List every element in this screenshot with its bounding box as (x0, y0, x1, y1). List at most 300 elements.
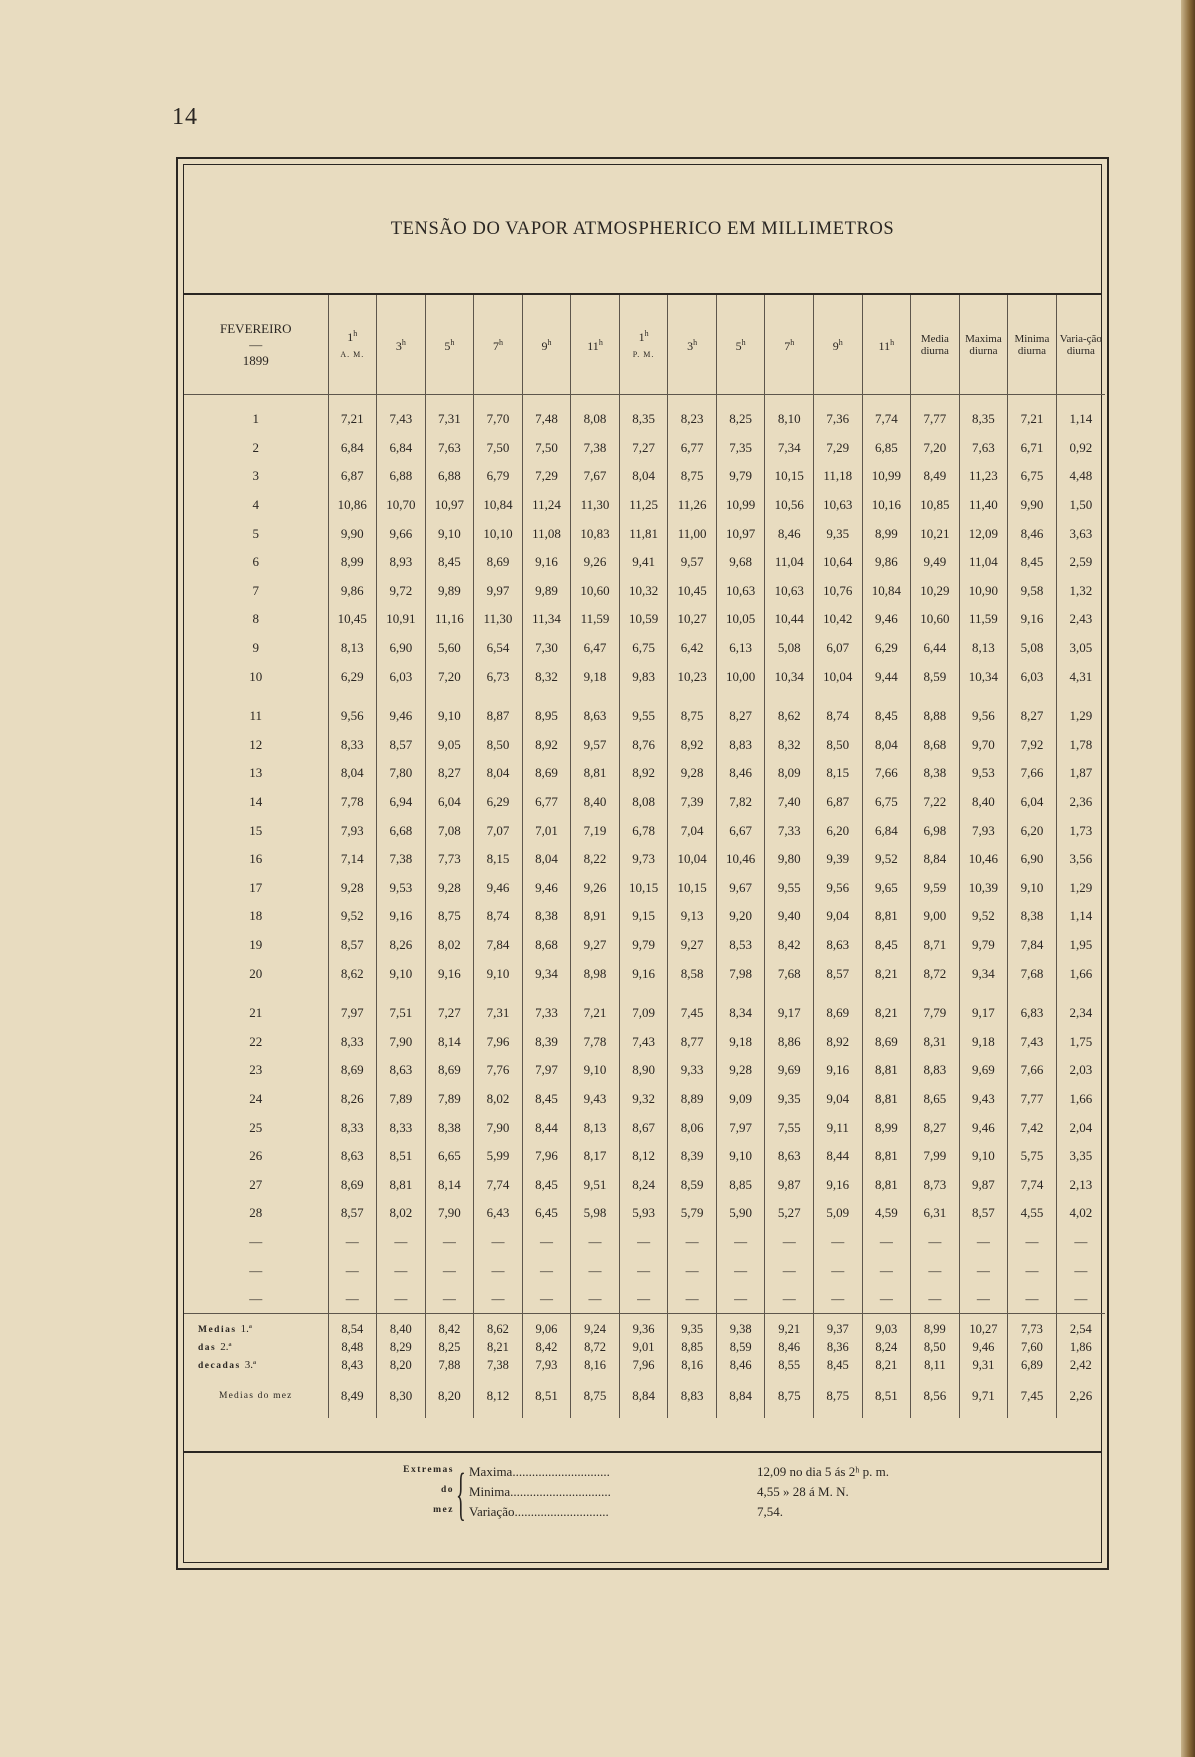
table-row (184, 816, 1105, 845)
decada-value: 8,24 (862, 1338, 911, 1356)
value-cell: 1,95 (1056, 931, 1105, 960)
medias-label-word: das (198, 1343, 217, 1354)
value-cell: 7,38 (571, 434, 620, 463)
medias-mez-label: Medias do mez (218, 1391, 293, 1402)
hour-header (668, 295, 717, 395)
value-cell: 2,36 (1056, 788, 1105, 817)
value-cell: 9,55 (765, 874, 814, 903)
value-cell: 10,42 (814, 605, 863, 634)
value-cell: 12,09 (959, 519, 1008, 548)
value-cell: 10,34 (765, 662, 814, 691)
value-cell: 8,99 (328, 548, 377, 577)
decada-value: 8,46 (716, 1356, 765, 1374)
value-cell: 6,65 (425, 1142, 474, 1171)
dash-cell: — (959, 1228, 1008, 1257)
table-row (184, 759, 1105, 788)
hour-number: 5 (444, 339, 451, 353)
day-cell: 8 (252, 611, 260, 627)
value-cell: 8,24 (619, 1170, 668, 1199)
value-cell: 10,63 (814, 491, 863, 520)
value-cell: 10,97 (716, 519, 765, 548)
value-cell: 9,44 (862, 662, 911, 691)
day-cell: 20 (249, 965, 263, 981)
value-cell: 9,70 (959, 731, 1008, 760)
value-cell: 9,20 (716, 902, 765, 931)
value-cell: 3,63 (1056, 519, 1105, 548)
value-cell: 9,26 (571, 548, 620, 577)
decada-number: 1.ª (240, 1323, 252, 1336)
value-cell: 8,26 (377, 931, 426, 960)
value-cell: 7,40 (765, 788, 814, 817)
value-cell: 7,84 (474, 931, 523, 960)
value-cell: 7,48 (522, 405, 571, 434)
variacao-header: Varia-ção diurna (1056, 295, 1105, 395)
value-cell: 8,81 (862, 1085, 911, 1114)
spacer-cell (1056, 988, 1105, 999)
value-cell: 8,38 (425, 1113, 474, 1142)
value-cell: 9,69 (765, 1056, 814, 1085)
hour-number: 7 (492, 339, 499, 353)
table-row (184, 874, 1105, 903)
value-cell: 11,24 (522, 491, 571, 520)
day-cell: 1 (252, 411, 260, 427)
dash-cell: — (765, 1228, 814, 1257)
hour-number: 9 (541, 339, 548, 353)
value-cell: 10,91 (377, 605, 426, 634)
value-cell: 7,07 (474, 816, 523, 845)
day-cell: 15 (249, 822, 263, 838)
value-cell: 6,85 (862, 434, 911, 463)
value-cell: 7,39 (668, 788, 717, 817)
day-cell: 4 (252, 497, 260, 513)
spacer-row (184, 691, 1105, 702)
value-cell: 11,26 (668, 491, 717, 520)
value-cell: 8,75 (668, 462, 717, 491)
value-cell: 4,48 (1056, 462, 1105, 491)
value-cell: 8,86 (765, 1027, 814, 1056)
value-cell: 11,40 (959, 491, 1008, 520)
dash-cell: — (814, 1285, 863, 1314)
decada-label (184, 1338, 328, 1356)
value-cell: 8,35 (959, 405, 1008, 434)
value-cell: 10,84 (474, 491, 523, 520)
value-cell: 9,56 (959, 702, 1008, 731)
value-cell: 1,32 (1056, 577, 1105, 606)
value-cell: 10,16 (862, 491, 911, 520)
decada-value: 8,59 (716, 1338, 765, 1356)
hour-suffix: h (401, 338, 406, 347)
value-cell: 8,57 (814, 959, 863, 988)
value-cell: 9,90 (1008, 491, 1057, 520)
spacer-cell (1008, 395, 1057, 406)
table-row (184, 605, 1105, 634)
value-cell: 10,44 (765, 605, 814, 634)
value-cell: 6,88 (377, 462, 426, 491)
table-row (184, 548, 1105, 577)
value-cell: 10,99 (862, 462, 911, 491)
value-cell: 9,16 (377, 902, 426, 931)
day-cell: 9 (252, 640, 260, 656)
hour-suffix: h (644, 329, 649, 338)
value-cell: 9,10 (425, 702, 474, 731)
table-row (184, 845, 1105, 874)
value-cell: 10,29 (911, 577, 960, 606)
value-cell: 7,76 (474, 1056, 523, 1085)
spacer-cell (328, 988, 377, 999)
dash-cell: — (425, 1228, 474, 1257)
value-cell: 8,67 (619, 1113, 668, 1142)
value-cell: 9,46 (959, 1113, 1008, 1142)
value-cell: 9,11 (814, 1113, 863, 1142)
decada-value: 8,85 (668, 1338, 717, 1356)
value-cell: 7,31 (474, 999, 523, 1028)
value-cell: 9,72 (377, 577, 426, 606)
value-cell: 7,20 (425, 662, 474, 691)
value-cell: 7,66 (1008, 1056, 1057, 1085)
spacer-cell (328, 691, 377, 702)
value-cell: 10,05 (716, 605, 765, 634)
value-cell: 2,34 (1056, 999, 1105, 1028)
spacer-cell (716, 988, 765, 999)
hour-suffix: h (838, 338, 843, 347)
value-cell: 9,26 (571, 874, 620, 903)
value-cell: 10,04 (814, 662, 863, 691)
dash-cell: — (522, 1256, 571, 1285)
value-cell: 7,70 (474, 405, 523, 434)
value-cell: 9,80 (765, 845, 814, 874)
value-cell: 9,18 (571, 662, 620, 691)
value-cell: 8,57 (377, 731, 426, 760)
value-cell: 7,77 (1008, 1085, 1057, 1114)
value-cell: 9,27 (668, 931, 717, 960)
spacer-cell (911, 988, 960, 999)
medias-mez-value: 8,84 (716, 1374, 765, 1418)
value-cell: 8,21 (862, 959, 911, 988)
value-cell: 8,02 (425, 931, 474, 960)
value-cell: 8,44 (522, 1113, 571, 1142)
value-cell: 8,84 (911, 845, 960, 874)
spacer-cell (184, 395, 328, 406)
decada-label (184, 1314, 328, 1339)
value-cell: 8,35 (619, 405, 668, 434)
value-cell: 9,58 (1008, 577, 1057, 606)
dash-cell: — (668, 1256, 717, 1285)
value-cell: 9,59 (911, 874, 960, 903)
value-cell: 11,81 (619, 519, 668, 548)
value-cell: 11,18 (814, 462, 863, 491)
value-cell: 9,28 (328, 874, 377, 903)
value-cell: 11,30 (474, 605, 523, 634)
value-cell: 6,68 (377, 816, 426, 845)
dash-cell: — (1056, 1285, 1105, 1314)
value-cell: 9,68 (716, 548, 765, 577)
year-label: 1899 (242, 352, 269, 368)
value-cell: 8,04 (522, 845, 571, 874)
value-cell: 8,08 (619, 788, 668, 817)
decada-value: 7,60 (1008, 1338, 1057, 1356)
value-cell: 8,49 (911, 462, 960, 491)
value-cell: 8,63 (328, 1142, 377, 1171)
medias-mez-value: 8,84 (619, 1374, 668, 1418)
value-cell: 9,16 (425, 959, 474, 988)
value-cell: 11,04 (765, 548, 814, 577)
table-row (184, 902, 1105, 931)
spacer-cell (814, 988, 863, 999)
value-cell: 7,82 (716, 788, 765, 817)
value-cell: 8,33 (328, 1113, 377, 1142)
value-cell: 8,58 (668, 959, 717, 988)
dash-cell: — (474, 1285, 523, 1314)
value-cell: 8,45 (862, 702, 911, 731)
value-cell: 6,90 (1008, 845, 1057, 874)
medias-mez-value: 2,26 (1056, 1374, 1105, 1418)
value-cell: 8,15 (474, 845, 523, 874)
value-cell: 9,67 (716, 874, 765, 903)
value-cell: 8,81 (862, 902, 911, 931)
value-cell: 8,31 (911, 1027, 960, 1056)
value-cell: 9,33 (668, 1056, 717, 1085)
decada-value: 8,16 (668, 1356, 717, 1374)
value-cell: 10,86 (328, 491, 377, 520)
value-cell: 10,45 (668, 577, 717, 606)
medias-mez-value: 8,56 (911, 1374, 960, 1418)
value-cell: 6,75 (1008, 462, 1057, 491)
day-cell: 18 (249, 908, 263, 924)
value-cell: 7,20 (911, 434, 960, 463)
decada-value: 7,93 (522, 1356, 571, 1374)
value-cell: 6,90 (377, 634, 426, 663)
hour-suffix: h (498, 338, 503, 347)
value-cell: 7,51 (377, 999, 426, 1028)
decada-value: 8,50 (911, 1338, 960, 1356)
value-cell: 8,04 (474, 759, 523, 788)
value-cell: 7,98 (716, 959, 765, 988)
value-cell: 9,28 (425, 874, 474, 903)
value-cell: 10,60 (571, 577, 620, 606)
value-cell: 8,81 (571, 759, 620, 788)
medias-mez-value: 8,30 (377, 1374, 426, 1418)
value-cell: 8,21 (862, 999, 911, 1028)
value-cell: 5,99 (474, 1142, 523, 1171)
value-cell: 7,21 (328, 405, 377, 434)
value-cell: 8,62 (328, 959, 377, 988)
value-cell: 5,08 (1008, 634, 1057, 663)
value-cell: 8,27 (1008, 702, 1057, 731)
value-cell: 8,74 (814, 702, 863, 731)
value-cell: 6,79 (474, 462, 523, 491)
value-cell: 6,78 (619, 816, 668, 845)
value-cell: 1,14 (1056, 902, 1105, 931)
value-cell: 8,04 (862, 731, 911, 760)
decada-value: 8,43 (328, 1356, 377, 1374)
value-cell: 7,97 (716, 1113, 765, 1142)
value-cell: 6,20 (1008, 816, 1057, 845)
hour-header (522, 295, 571, 395)
hour-number: 11 (587, 339, 599, 353)
dash-cell: — (862, 1228, 911, 1257)
spacer-cell (522, 988, 571, 999)
value-cell: 8,77 (668, 1027, 717, 1056)
spacer-cell (184, 691, 328, 702)
day-cell: 21 (249, 1005, 263, 1021)
dash-cell: — (765, 1256, 814, 1285)
extremas-label-3: mez (433, 1505, 454, 1515)
value-cell: 8,38 (522, 902, 571, 931)
hour-number: 1 (347, 330, 354, 344)
value-cell: 9,49 (911, 548, 960, 577)
value-cell: 8,10 (765, 405, 814, 434)
value-cell: 8,57 (959, 1199, 1008, 1228)
decada-value: 8,42 (425, 1314, 474, 1339)
table-row (184, 662, 1105, 691)
day-cell: 23 (249, 1062, 263, 1078)
value-cell: 8,17 (571, 1142, 620, 1171)
value-cell: 7,99 (911, 1142, 960, 1171)
day-cell: 14 (249, 794, 263, 810)
value-cell: 8,33 (328, 1027, 377, 1056)
value-cell: 7,66 (862, 759, 911, 788)
value-cell: 8,45 (1008, 548, 1057, 577)
dash-cell: — (522, 1228, 571, 1257)
value-cell: 9,39 (814, 845, 863, 874)
extremas-maxima-value: 12,09 no dia 5 ás 2ʰ p. m. (757, 1464, 889, 1479)
value-cell: 10,90 (959, 577, 1008, 606)
value-cell: 7,01 (522, 816, 571, 845)
decada-value: 9,37 (814, 1314, 863, 1339)
day-cell: 2 (252, 439, 260, 455)
decada-value: 8,54 (328, 1314, 377, 1339)
value-cell: 7,34 (765, 434, 814, 463)
hour-number: 3 (395, 339, 402, 353)
value-cell: 2,59 (1056, 548, 1105, 577)
value-cell: 8,95 (522, 702, 571, 731)
decada-row (184, 1356, 1105, 1374)
value-cell: 8,83 (911, 1056, 960, 1085)
value-cell: 7,21 (1008, 405, 1057, 434)
decada-value: 9,03 (862, 1314, 911, 1339)
value-cell: 9,34 (959, 959, 1008, 988)
value-cell: 9,17 (765, 999, 814, 1028)
value-cell: 8,65 (911, 1085, 960, 1114)
value-cell: 7,93 (328, 816, 377, 845)
value-cell: 8,13 (571, 1113, 620, 1142)
bottom-rule (184, 1451, 1101, 1453)
value-cell: 9,28 (716, 1056, 765, 1085)
medias-mez-value: 8,75 (765, 1374, 814, 1418)
value-cell: 6,83 (1008, 999, 1057, 1028)
value-cell: 8,69 (862, 1027, 911, 1056)
value-cell: 6,88 (425, 462, 474, 491)
value-cell: 10,00 (716, 662, 765, 691)
value-cell: 1,29 (1056, 702, 1105, 731)
spacer-cell (522, 395, 571, 406)
value-cell: 6,77 (668, 434, 717, 463)
dash-cell: — (1008, 1256, 1057, 1285)
decada-value: 8,21 (862, 1356, 911, 1374)
spacer-cell (474, 988, 523, 999)
decada-value: 7,73 (1008, 1314, 1057, 1339)
value-cell: 1,75 (1056, 1027, 1105, 1056)
spacer-cell (522, 691, 571, 702)
dash-cell: — (862, 1256, 911, 1285)
value-cell: 7,63 (425, 434, 474, 463)
value-cell: 1,66 (1056, 959, 1105, 988)
value-cell: 5,75 (1008, 1142, 1057, 1171)
spacer-cell (571, 395, 620, 406)
hour-header (571, 295, 620, 395)
value-cell: 9,97 (474, 577, 523, 606)
value-cell: 7,33 (522, 999, 571, 1028)
decada-value: 7,38 (474, 1356, 523, 1374)
value-cell: 7,78 (328, 788, 377, 817)
value-cell: 5,27 (765, 1199, 814, 1228)
dash-cell: — (425, 1256, 474, 1285)
value-cell: 8,45 (425, 548, 474, 577)
value-cell: 10,97 (425, 491, 474, 520)
value-cell: 8,83 (716, 731, 765, 760)
value-cell: 9,16 (522, 548, 571, 577)
value-cell: 8,85 (716, 1170, 765, 1199)
value-cell: 9,57 (571, 731, 620, 760)
spacer-cell (959, 988, 1008, 999)
decada-value: 9,21 (765, 1314, 814, 1339)
spacer-cell (1056, 395, 1105, 406)
value-cell: 7,89 (377, 1085, 426, 1114)
day-cell: 19 (249, 936, 263, 952)
value-cell: 8,81 (862, 1142, 911, 1171)
dash-cell: — (377, 1285, 426, 1314)
value-cell: 9,35 (765, 1085, 814, 1114)
value-cell: 8,92 (522, 731, 571, 760)
spacer-cell (1008, 988, 1057, 999)
hour-header (328, 295, 377, 395)
value-cell: 7,96 (522, 1142, 571, 1171)
value-cell: 10,10 (474, 519, 523, 548)
spacer-cell (425, 395, 474, 406)
dash-cell: — (619, 1256, 668, 1285)
value-cell: 7,73 (425, 845, 474, 874)
table-row (184, 634, 1105, 663)
decada-value: 8,42 (522, 1338, 571, 1356)
value-cell: 7,43 (377, 405, 426, 434)
value-cell: 8,74 (474, 902, 523, 931)
value-cell: 11,23 (959, 462, 1008, 491)
value-cell: 9,04 (814, 902, 863, 931)
spacer-cell (716, 395, 765, 406)
value-cell: 9,52 (862, 845, 911, 874)
decada-value: 9,24 (571, 1314, 620, 1339)
decada-value: 8,99 (911, 1314, 960, 1339)
value-cell: 9,90 (328, 519, 377, 548)
value-cell: 6,03 (1008, 662, 1057, 691)
value-cell: 10,60 (911, 605, 960, 634)
hour-header (377, 295, 426, 395)
value-cell: 11,30 (571, 491, 620, 520)
value-cell: 9,04 (814, 1085, 863, 1114)
dash-cell: — (619, 1285, 668, 1314)
dash-cell: — (1056, 1256, 1105, 1285)
value-cell: 9,10 (571, 1056, 620, 1085)
medias-label-word: decadas (198, 1361, 241, 1372)
value-cell: 9,10 (377, 959, 426, 988)
table-row (184, 1056, 1105, 1085)
value-cell: 10,84 (862, 577, 911, 606)
value-cell: 9,32 (619, 1085, 668, 1114)
day-cell: 28 (249, 1205, 263, 1221)
value-cell: 8,32 (522, 662, 571, 691)
value-cell: 1,29 (1056, 874, 1105, 903)
value-cell: 10,63 (716, 577, 765, 606)
